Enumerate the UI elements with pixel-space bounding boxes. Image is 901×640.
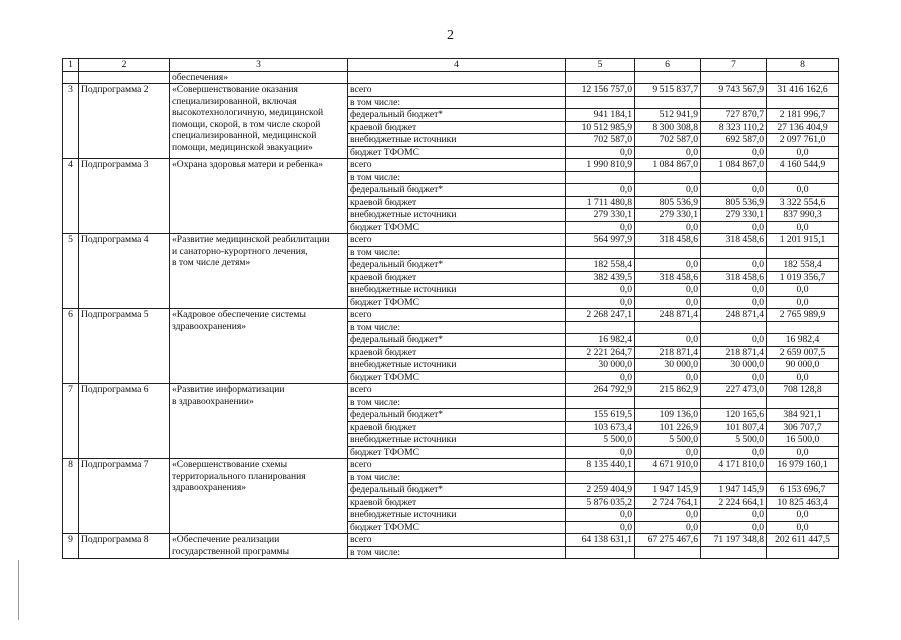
funding-source: краевой бюджет (348, 121, 566, 134)
subprogram-title-line: в здравоохранении» (172, 395, 254, 407)
value-col-6: 0,0 (635, 284, 701, 297)
value-col-6: 215 862,9 (635, 384, 701, 397)
value-col-6: 0,0 (635, 509, 701, 522)
value-col-5 (566, 546, 635, 559)
value-col-8: 0,0 (767, 446, 839, 459)
value-col-7 (701, 96, 767, 109)
continuation-row (63, 71, 839, 84)
funding-source: в том числе: (348, 96, 566, 109)
subprogram-title-line: территориального планирования (172, 470, 306, 482)
funding-source: всего (348, 159, 566, 172)
value-col-8: 306 707,7 (767, 421, 839, 434)
col-header-5: 5 (566, 59, 635, 72)
value-col-8: 0,0 (767, 371, 839, 384)
subprogram-title-line: «Развитие информатизации (172, 384, 285, 395)
funding-source: бюджет ТФОМС (348, 296, 566, 309)
value-col-6: 512 941,9 (635, 109, 701, 122)
row-number: 6 (63, 309, 79, 384)
value-col-6: 67 275 467,6 (635, 534, 701, 547)
value-col-6: 9 515 837,7 (635, 84, 701, 97)
value-col-6: 0,0 (635, 221, 701, 234)
value-col-8: 16 979 160,1 (767, 459, 839, 472)
col-header-4: 4 (348, 59, 566, 72)
value-col-8 (767, 546, 839, 559)
subprogram-title-line: «Кадровое обеспечение системы (172, 309, 306, 320)
value-col-5 (566, 396, 635, 409)
col-header-2: 2 (79, 59, 170, 72)
value-col-8: 182 558,4 (767, 259, 839, 272)
value-col-7: 120 165,6 (701, 409, 767, 422)
funding-source: краевой бюджет (348, 496, 566, 509)
funding-source: всего (348, 309, 566, 322)
funding-source: бюджет ТФОМС (348, 446, 566, 459)
funding-source: краевой бюджет (348, 421, 566, 434)
value-col-7: 71 197 348,8 (701, 534, 767, 547)
funding-source: внебюджетные источники (348, 284, 566, 297)
value-col-7: 318 458,6 (701, 234, 767, 247)
value-col-6 (635, 246, 701, 259)
value-col-6: 702 587,0 (635, 134, 701, 147)
value-col-5: 5 876 035,2 (566, 496, 635, 509)
value-col-6: 0,0 (635, 296, 701, 309)
funding-source: бюджет ТФОМС (348, 521, 566, 534)
subprogram-title (170, 234, 348, 309)
value-col-7: 101 807,4 (701, 421, 767, 434)
value-col-7: 5 500,0 (701, 434, 767, 447)
value-col-5 (566, 321, 635, 334)
value-col-5: 0,0 (566, 146, 635, 159)
value-col-6: 805 536,9 (635, 196, 701, 209)
value-col-8: 384 921,1 (767, 409, 839, 422)
funding-source: внебюджетные источники (348, 134, 566, 147)
value-col-8: 2 097 761,0 (767, 134, 839, 147)
table-row (63, 309, 839, 322)
value-col-5: 702 587,0 (566, 134, 635, 147)
value-col-6: 4 671 910,0 (635, 459, 701, 472)
value-col-8: 31 416 162,6 (767, 84, 839, 97)
funding-source: внебюджетные источники (348, 434, 566, 447)
value-col-5: 16 982,4 (566, 334, 635, 347)
funding-source: внебюджетные источники (348, 359, 566, 372)
subprogram-title (170, 534, 348, 559)
col-header-7: 7 (701, 59, 767, 72)
value-col-5: 0,0 (566, 446, 635, 459)
value-col-5: 12 156 757,0 (566, 84, 635, 97)
value-col-8: 2 181 996,7 (767, 109, 839, 122)
table-row (63, 84, 839, 97)
value-col-7: 0,0 (701, 296, 767, 309)
value-col-8 (767, 171, 839, 184)
value-col-6: 8 300 308,8 (635, 121, 701, 134)
value-col-8: 6 153 696,7 (767, 484, 839, 497)
value-col-7: 0,0 (701, 446, 767, 459)
subprogram-title-line: помощи, медицинской эвакуации» (172, 141, 313, 153)
value-col-7: 0,0 (701, 259, 767, 272)
value-col-5: 2 268 247,1 (566, 309, 635, 322)
subprogram-title (170, 159, 348, 234)
value-col-7: 727 870,7 (701, 109, 767, 122)
value-col-5: 941 184,1 (566, 109, 635, 122)
value-col-8: 16 500,0 (767, 434, 839, 447)
value-col-6: 279 330,1 (635, 209, 701, 222)
value-col-6 (635, 546, 701, 559)
value-col-5: 0,0 (566, 221, 635, 234)
value-col-7 (701, 171, 767, 184)
value-col-5: 0,0 (566, 371, 635, 384)
value-col-5: 64 138 631,1 (566, 534, 635, 547)
value-col-5 (566, 171, 635, 184)
value-col-8: 2 765 989,9 (767, 309, 839, 322)
value-col-7: 4 171 810,0 (701, 459, 767, 472)
subprogram-title-line: государственной программы (172, 545, 290, 557)
funding-source: бюджет ТФОМС (348, 146, 566, 159)
funding-source: в том числе: (348, 546, 566, 559)
value-col-8: 16 982,4 (767, 334, 839, 347)
continuation-text: обеспечения» (170, 71, 348, 84)
value-col-8 (767, 396, 839, 409)
value-col-6: 248 871,4 (635, 309, 701, 322)
subprogram-name: Подпрограмма 8 (79, 534, 170, 559)
funding-source: в том числе: (348, 171, 566, 184)
funding-source: всего (348, 384, 566, 397)
value-col-5: 0,0 (566, 284, 635, 297)
col-header-3: 3 (170, 59, 348, 72)
value-col-7: 30 000,0 (701, 359, 767, 372)
value-col-7: 692 587,0 (701, 134, 767, 147)
subprogram-title-line: «Развитие медицинской реабилитации (172, 234, 330, 245)
value-col-5: 0,0 (566, 184, 635, 197)
value-col-5: 0,0 (566, 296, 635, 309)
value-col-8: 2 659 007,5 (767, 346, 839, 359)
value-col-5: 2 259 404,9 (566, 484, 635, 497)
funding-source: краевой бюджет (348, 271, 566, 284)
subprogram-name: Подпрограмма 4 (79, 234, 170, 309)
col-header-1: 1 (63, 59, 79, 72)
value-col-7: 805 536,9 (701, 196, 767, 209)
value-col-6: 0,0 (635, 371, 701, 384)
funding-source: федеральный бюджет* (348, 109, 566, 122)
value-col-5: 382 439,5 (566, 271, 635, 284)
value-col-8: 0,0 (767, 146, 839, 159)
value-col-6: 5 500,0 (635, 434, 701, 447)
value-col-5: 8 135 440,1 (566, 459, 635, 472)
value-col-5: 5 500,0 (566, 434, 635, 447)
value-col-7 (701, 321, 767, 334)
value-col-6: 0,0 (635, 146, 701, 159)
subprogram-title (170, 384, 348, 459)
budget-table (62, 58, 839, 559)
page-number: 2 (447, 28, 454, 43)
value-col-8 (767, 321, 839, 334)
value-col-6 (635, 96, 701, 109)
subprogram-name: Подпрограмма 3 (79, 159, 170, 234)
value-col-6 (635, 321, 701, 334)
row-number: 4 (63, 159, 79, 234)
subprogram-title-line: высокотехнологичную, медицинской (172, 107, 324, 118)
value-col-7: 0,0 (701, 146, 767, 159)
value-col-5: 1 711 480,8 (566, 196, 635, 209)
value-col-5: 30 000,0 (566, 359, 635, 372)
value-col-7: 0,0 (701, 521, 767, 534)
margin-line (18, 560, 19, 620)
value-col-8 (767, 96, 839, 109)
value-col-7 (701, 396, 767, 409)
value-col-7: 248 871,4 (701, 309, 767, 322)
value-col-6: 0,0 (635, 184, 701, 197)
subprogram-title-line: «Совершенствование оказания (172, 84, 298, 95)
value-col-5: 564 997,9 (566, 234, 635, 247)
value-col-6: 218 871,4 (635, 346, 701, 359)
value-col-8: 1 019 356,7 (767, 271, 839, 284)
value-col-6: 0,0 (635, 521, 701, 534)
value-col-5: 279 330,1 (566, 209, 635, 222)
funding-source: федеральный бюджет* (348, 334, 566, 347)
row-number: 7 (63, 384, 79, 459)
value-col-5: 103 673,4 (566, 421, 635, 434)
value-col-6: 0,0 (635, 446, 701, 459)
funding-source: краевой бюджет (348, 346, 566, 359)
funding-source: внебюджетные источники (348, 509, 566, 522)
subprogram-name: Подпрограмма 5 (79, 309, 170, 384)
value-col-5: 155 619,5 (566, 409, 635, 422)
value-col-7 (701, 246, 767, 259)
value-col-8: 1 201 915,1 (767, 234, 839, 247)
value-col-8: 708 128,8 (767, 384, 839, 397)
value-col-7: 8 323 110,2 (701, 121, 767, 134)
funding-source: внебюджетные источники (348, 209, 566, 222)
value-col-8: 0,0 (767, 221, 839, 234)
funding-source: бюджет ТФОМС (348, 371, 566, 384)
value-col-6: 318 458,6 (635, 234, 701, 247)
value-col-6: 1 084 867,0 (635, 159, 701, 172)
value-col-7: 218 871,4 (701, 346, 767, 359)
value-col-7: 0,0 (701, 334, 767, 347)
value-col-7 (701, 471, 767, 484)
value-col-8: 27 136 404,9 (767, 121, 839, 134)
value-col-5 (566, 471, 635, 484)
value-col-5: 0,0 (566, 521, 635, 534)
value-col-6: 0,0 (635, 334, 701, 347)
value-col-5 (566, 96, 635, 109)
row-number: 8 (63, 459, 79, 534)
funding-source: краевой бюджет (348, 196, 566, 209)
subprogram-title-line: специализированной, включая (172, 95, 297, 107)
value-col-5 (566, 246, 635, 259)
funding-source: всего (348, 234, 566, 247)
subprogram-title-line: «Охрана здоровья матери и ребенка» (172, 159, 324, 170)
value-col-7 (701, 546, 767, 559)
subprogram-title (170, 309, 348, 384)
value-col-8 (767, 246, 839, 259)
col-header-6: 6 (635, 59, 701, 72)
subprogram-title-line: здравоохранения» (172, 320, 247, 332)
value-col-8: 837 990,3 (767, 209, 839, 222)
value-col-7: 9 743 567,9 (701, 84, 767, 97)
subprogram-title-line: помощи, скорой, в том числе скорой (172, 118, 321, 130)
funding-source: всего (348, 84, 566, 97)
subprogram-title (170, 84, 348, 159)
value-col-5: 0,0 (566, 509, 635, 522)
value-col-6: 318 458,6 (635, 271, 701, 284)
value-col-8: 0,0 (767, 296, 839, 309)
value-col-6: 101 226,9 (635, 421, 701, 434)
value-col-7: 1 947 145,9 (701, 484, 767, 497)
value-col-8: 0,0 (767, 284, 839, 297)
value-col-7: 227 473,0 (701, 384, 767, 397)
value-col-8: 10 825 463,4 (767, 496, 839, 509)
value-col-6 (635, 471, 701, 484)
value-col-5: 182 558,4 (566, 259, 635, 272)
value-col-7: 0,0 (701, 371, 767, 384)
value-col-8: 0,0 (767, 521, 839, 534)
subprogram-title-line: специализированной, медицинской (172, 130, 317, 141)
table-row (63, 534, 839, 547)
value-col-8: 0,0 (767, 184, 839, 197)
value-col-6: 1 947 145,9 (635, 484, 701, 497)
value-col-5: 2 221 264,7 (566, 346, 635, 359)
funding-source: в том числе: (348, 396, 566, 409)
subprogram-title-line: в том числе детям» (172, 257, 251, 268)
subprogram-name: Подпрограмма 7 (79, 459, 170, 534)
table-row (63, 159, 839, 172)
subprogram-title-line: и санаторно-курортного лечения, (172, 245, 308, 257)
value-col-6 (635, 396, 701, 409)
subprogram-title-line: «Обеспечение реализации (172, 534, 280, 545)
table-row (63, 384, 839, 397)
value-col-6 (635, 171, 701, 184)
value-col-7: 279 330,1 (701, 209, 767, 222)
funding-source: федеральный бюджет* (348, 409, 566, 422)
value-col-6: 109 136,0 (635, 409, 701, 422)
funding-source: всего (348, 459, 566, 472)
subprogram-title-line: «Совершенствование схемы (172, 459, 288, 470)
value-col-7: 2 224 664,1 (701, 496, 767, 509)
funding-source: всего (348, 534, 566, 547)
value-col-8: 4 160 544,9 (767, 159, 839, 172)
funding-source: в том числе: (348, 246, 566, 259)
col-header-8: 8 (767, 59, 839, 72)
table-row (63, 234, 839, 247)
row-number: 5 (63, 234, 79, 309)
value-col-6: 2 724 764,1 (635, 496, 701, 509)
value-col-7: 0,0 (701, 184, 767, 197)
header-row (63, 59, 839, 72)
value-col-6: 30 000,0 (635, 359, 701, 372)
value-col-8: 0,0 (767, 509, 839, 522)
value-col-7: 318 458,6 (701, 271, 767, 284)
value-col-6: 0,0 (635, 259, 701, 272)
subprogram-name: Подпрограмма 2 (79, 84, 170, 159)
subprogram-name: Подпрограмма 6 (79, 384, 170, 459)
value-col-7: 0,0 (701, 221, 767, 234)
row-number: 3 (63, 84, 79, 159)
row-number: 9 (63, 534, 79, 559)
value-col-5: 264 792,9 (566, 384, 635, 397)
value-col-8 (767, 471, 839, 484)
value-col-8: 3 322 554,6 (767, 196, 839, 209)
funding-source: в том числе: (348, 471, 566, 484)
subprogram-title (170, 459, 348, 534)
value-col-5: 1 990 810,9 (566, 159, 635, 172)
value-col-8: 202 611 447,5 (767, 534, 839, 547)
funding-source: бюджет ТФОМС (348, 221, 566, 234)
funding-source: в том числе: (348, 321, 566, 334)
value-col-7: 0,0 (701, 284, 767, 297)
value-col-7: 1 084 867,0 (701, 159, 767, 172)
value-col-8: 90 000,0 (767, 359, 839, 372)
value-col-7: 0,0 (701, 509, 767, 522)
funding-source: федеральный бюджет* (348, 259, 566, 272)
value-col-5: 10 512 985,9 (566, 121, 635, 134)
funding-source: федеральный бюджет* (348, 184, 566, 197)
table-row (63, 459, 839, 472)
subprogram-title-line: здравоохранения» (172, 482, 247, 493)
funding-source: федеральный бюджет* (348, 484, 566, 497)
